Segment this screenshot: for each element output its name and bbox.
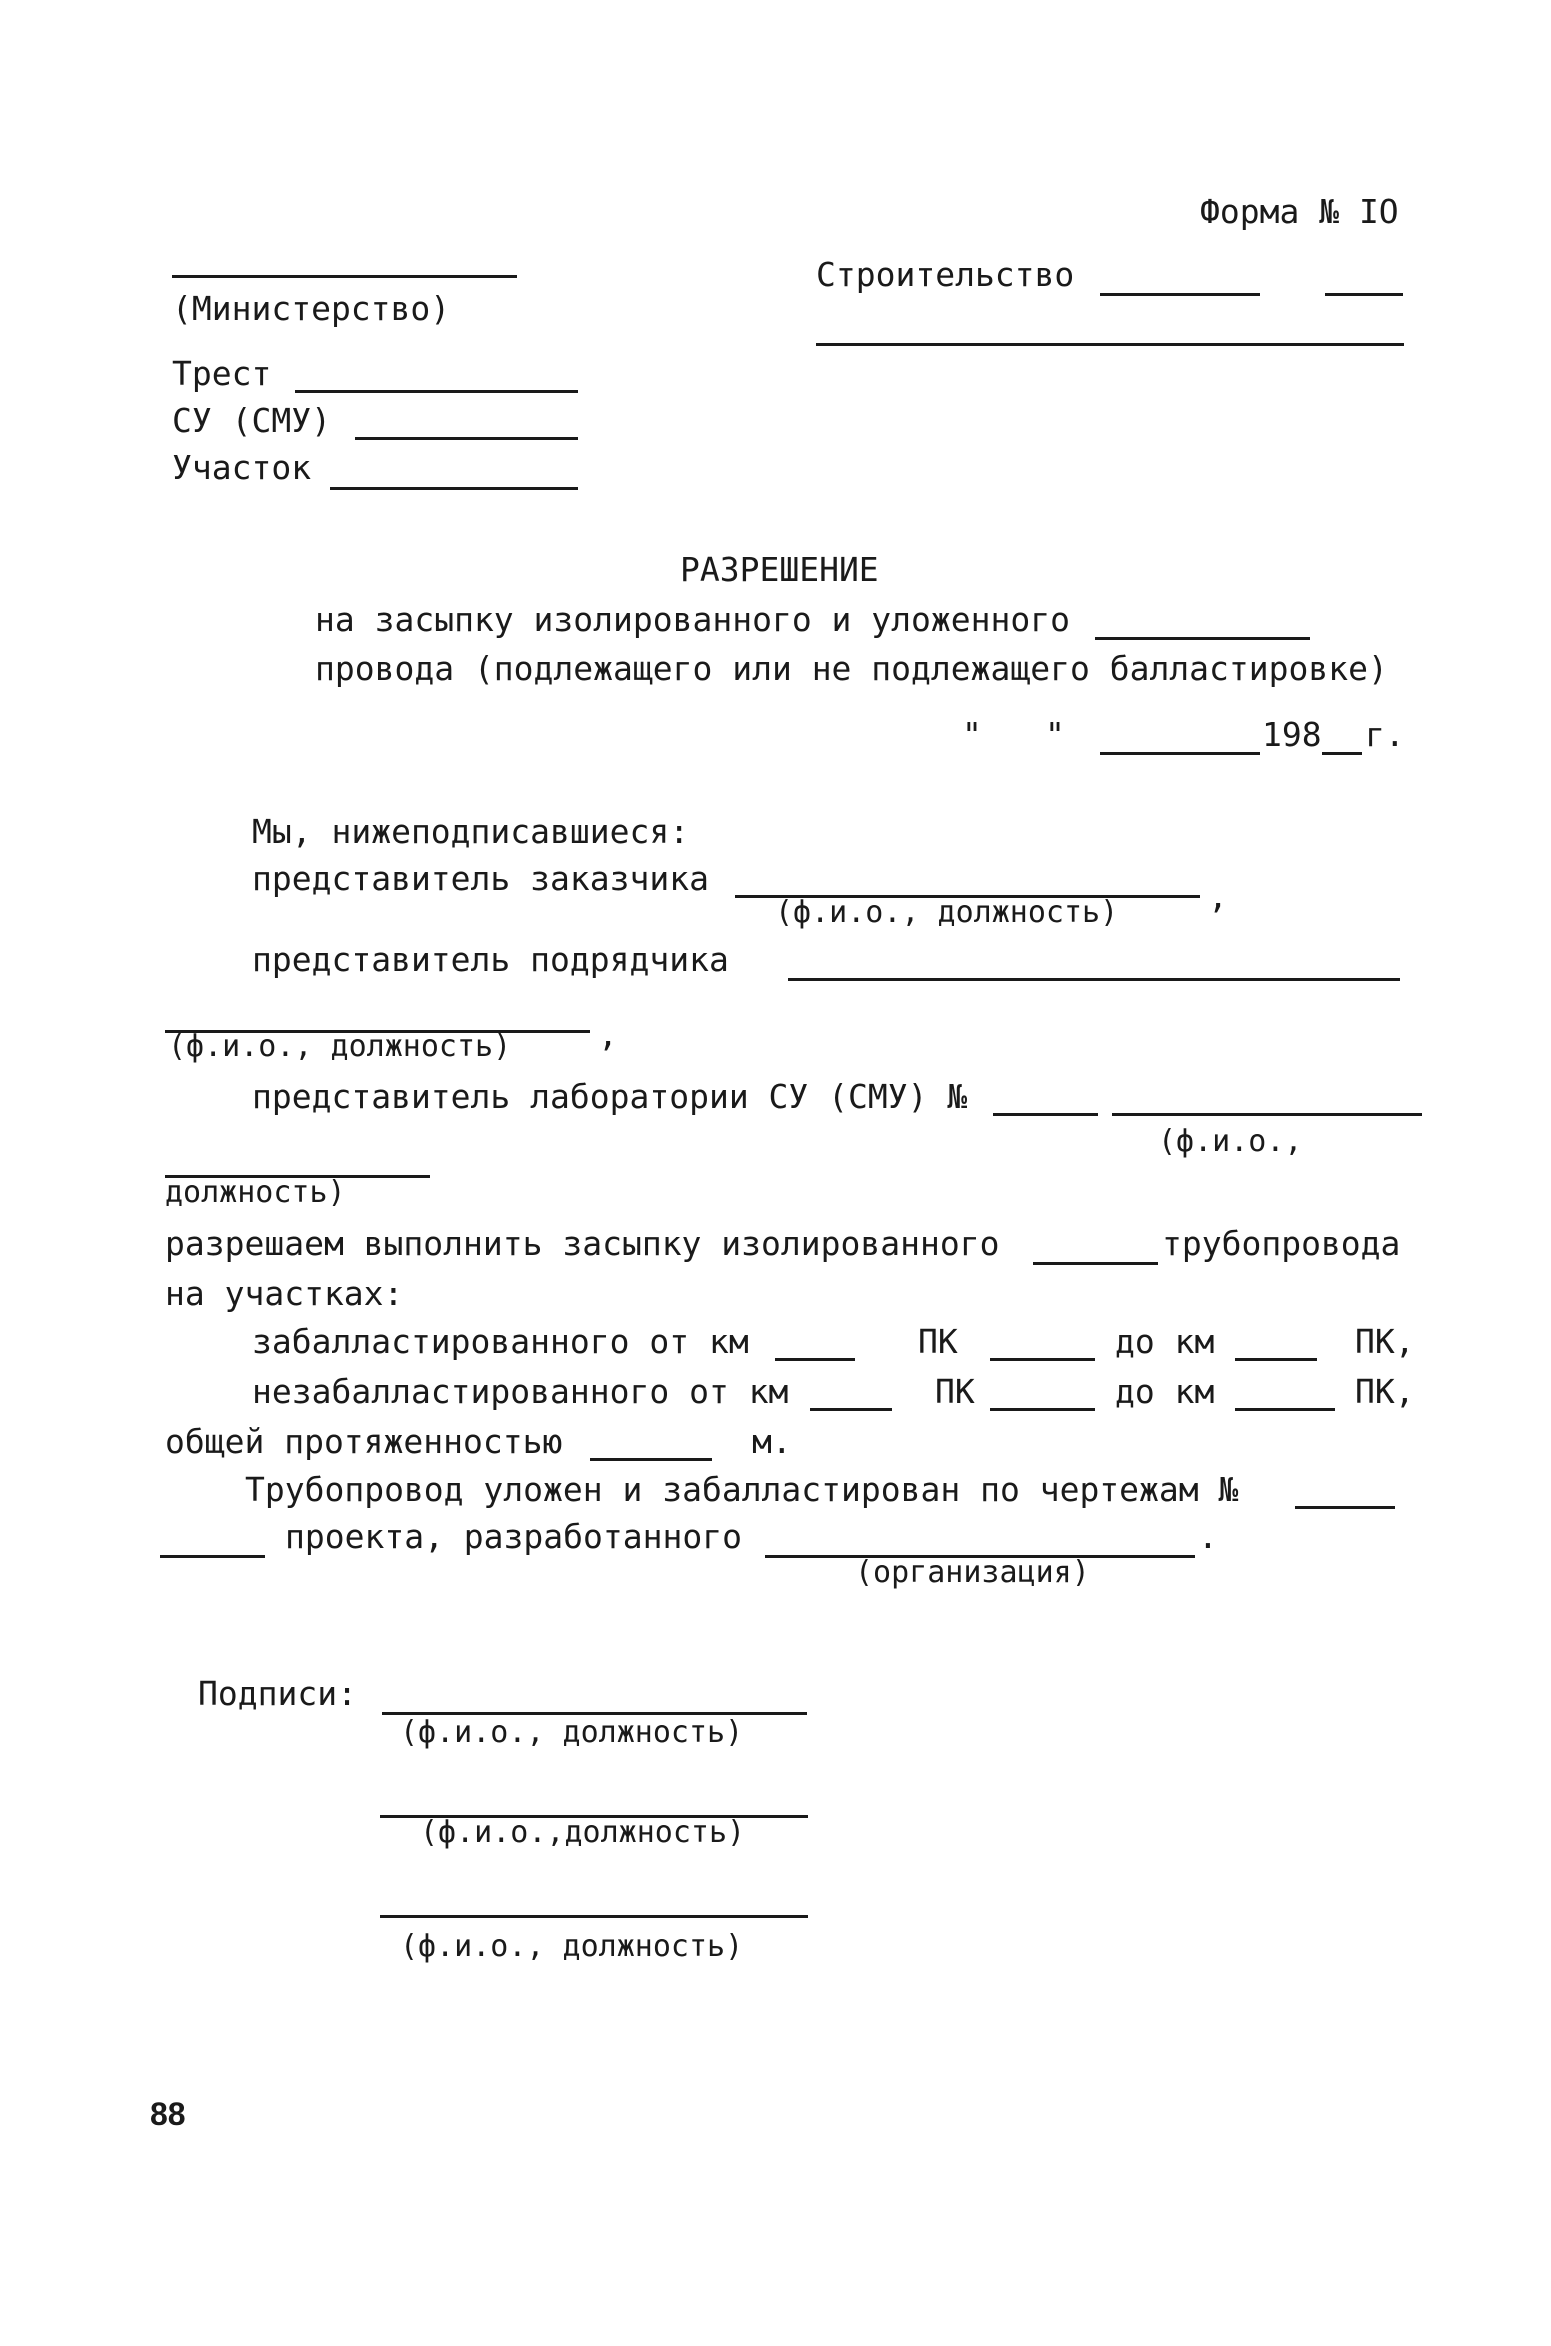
page-number: 88 (150, 2096, 186, 2132)
su-label: СУ (СМУ) (172, 401, 331, 440)
su-field-line[interactable] (355, 437, 578, 440)
unballasted-pk-end-label: ПК, (1355, 1372, 1415, 1411)
organization-caption: (организация) (855, 1555, 1090, 1590)
drawing-number-field-2[interactable] (160, 1555, 265, 1558)
unballasted-pk-label: ПК (935, 1372, 975, 1411)
ballasted-to-km-label: до км (1115, 1322, 1215, 1361)
construction-field-line-b[interactable] (1325, 293, 1403, 296)
lab-number-field-line[interactable] (993, 1113, 1098, 1116)
ministry-field-line[interactable] (172, 275, 517, 278)
lab-rep-label: представитель лаборатории СУ (СМУ) № (252, 1077, 968, 1116)
project-text: проекта, разработанного (285, 1517, 742, 1556)
intro-text: Мы, нижеподписавшиеся: (252, 812, 690, 851)
signature-caption-3: (ф.и.о., должность) (400, 1929, 744, 1964)
ballasted-pk-label: ПК (918, 1322, 958, 1361)
document-heading: РАЗРЕШЕНИЕ (680, 550, 879, 589)
meters-unit: м. (752, 1422, 792, 1461)
lab-rep-field-line[interactable] (1112, 1113, 1422, 1116)
unballasted-from-label: незабалластированного от км (252, 1372, 789, 1411)
date-quote-open: " (962, 715, 982, 754)
form-number: Форма № IO (1200, 192, 1399, 231)
contractor-rep-comma: , (598, 1015, 618, 1054)
contractor-rep-field-line[interactable] (788, 978, 1400, 981)
ballasted-pk-from-field[interactable] (990, 1358, 1095, 1361)
contractor-rep-label: представитель подрядчика (252, 940, 729, 979)
total-length-label: общей протяженностью (165, 1422, 563, 1461)
construction-field-line-a[interactable] (1100, 293, 1260, 296)
lab-rep-caption-fio: (ф.и.о., (1158, 1124, 1303, 1159)
ballasted-km-to-field[interactable] (1235, 1358, 1317, 1361)
wire-type-field-line[interactable] (1095, 637, 1310, 640)
trust-field-line[interactable] (295, 390, 578, 393)
on-sections-text: на участках: (165, 1274, 404, 1313)
allow-text: разрешаем выполнить засыпку изолированного (165, 1224, 1000, 1263)
customer-rep-comma: , (1208, 877, 1228, 916)
contractor-rep-caption: (ф.и.о., должность) (168, 1029, 512, 1064)
customer-rep-caption: (ф.и.о., должность) (775, 895, 1119, 930)
signatures-label: Подписи: (198, 1674, 357, 1713)
project-period: . (1198, 1517, 1218, 1556)
section-field-line[interactable] (330, 487, 578, 490)
ballasted-pk-end-label: ПК, (1355, 1322, 1415, 1361)
ballasted-km-from-field[interactable] (775, 1358, 855, 1361)
construction-label: Строительство (816, 255, 1075, 294)
trust-label: Трест (172, 354, 272, 393)
date-suffix: г. (1365, 715, 1405, 754)
date-year-field-line[interactable] (1322, 752, 1362, 755)
pipeline-type-field-line[interactable] (1033, 1262, 1158, 1265)
pipeline-drawings-text: Трубопровод уложен и забалластирован по чертежам № (245, 1470, 1239, 1509)
signature-caption-2: (ф.и.о.,должность) (420, 1815, 746, 1850)
total-length-field[interactable] (590, 1458, 712, 1461)
unballasted-to-km-label: до км (1115, 1372, 1215, 1411)
date-quote-close: " (1045, 715, 1065, 754)
lab-rep-caption-position: должность) (165, 1175, 346, 1210)
title-line-1: на засыпку изолированного и уложенного (315, 600, 1070, 639)
signature-caption-1: (ф.и.о., должность) (400, 1715, 744, 1750)
construction-field-line-2[interactable] (816, 343, 1404, 346)
unballasted-km-to-field[interactable] (1235, 1408, 1335, 1411)
unballasted-pk-from-field[interactable] (990, 1408, 1095, 1411)
ministry-caption: (Министерство) (172, 289, 451, 328)
allow-suffix: трубопровода (1162, 1224, 1401, 1263)
section-label: Участок (172, 448, 312, 487)
signature-line-3[interactable] (380, 1915, 808, 1918)
date-month-field-line[interactable] (1100, 752, 1260, 755)
title-line-2: провода (подлежащего или не подлежащего балластировке) (315, 649, 1388, 688)
customer-rep-label: представитель заказчика (252, 859, 709, 898)
drawing-number-field[interactable] (1295, 1506, 1395, 1509)
date-year: 198 (1262, 715, 1322, 754)
ballasted-from-label: забалластированного от км (252, 1322, 749, 1361)
unballasted-km-from-field[interactable] (810, 1408, 892, 1411)
